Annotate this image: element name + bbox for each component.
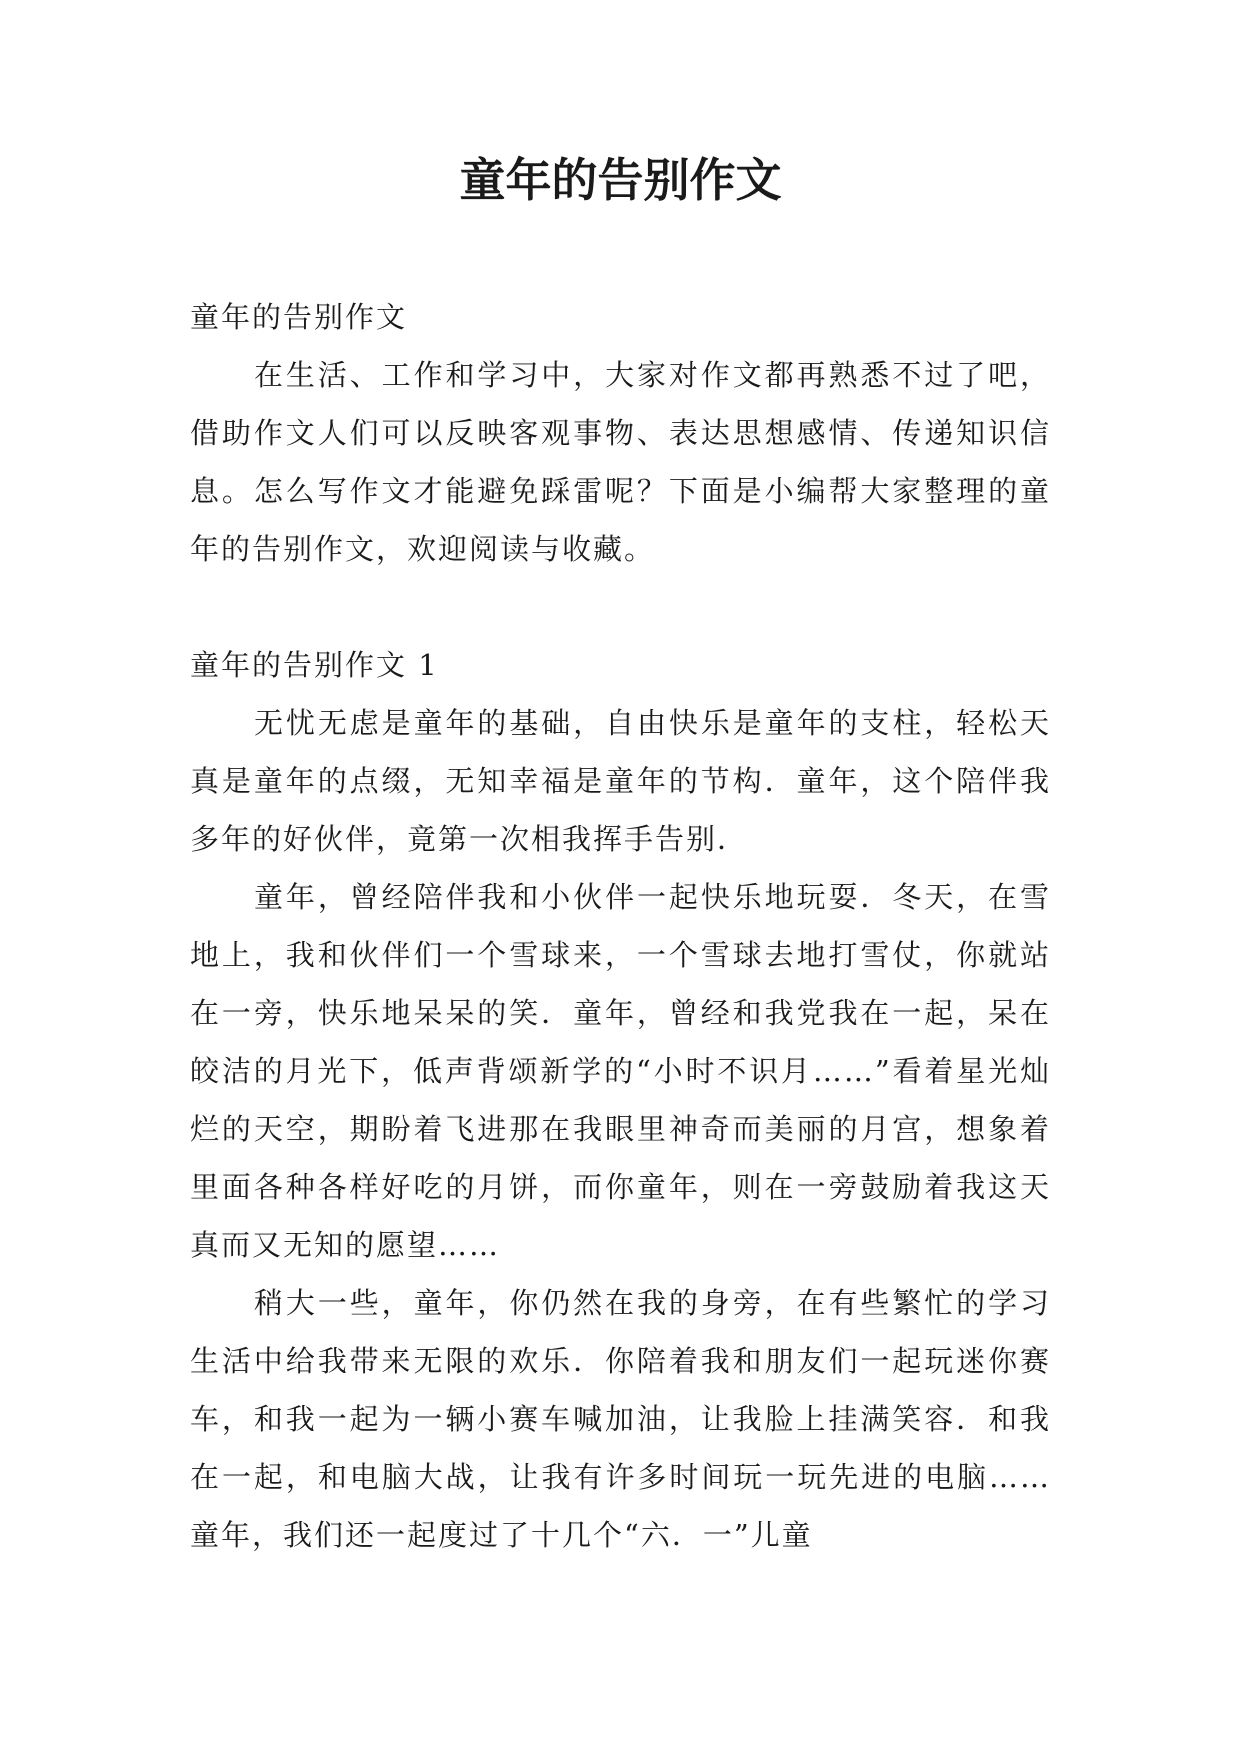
body-paragraph: 童年，曾经陪伴我和小伙伴一起快乐地玩耍．冬天，在雪地上，我和伙伴们一个雪球来，一个雪球去地打雪仗，你就站在一旁，快乐地呆呆的笑．童年，曾经和我党我在一起，呆在皎洁的月光下，低声背颂新学的“小时不识月……”看着星光灿烂的天空，期盼着飞进那在我眼里神奇而美丽的月宫，想象着里面各种各样好吃的月饼，而你童年，则在一旁鼓励着我这天真而又无知的愿望…… <box>190 880 1051 1262</box>
body-paragraph: 无忧无虑是童年的基础，自由快乐是童年的支柱，轻松天真是童年的点缀，无知幸福是童年的节构．童年，这个陪伴我多年的好伙伴，竟第一次相我挥手告别． <box>190 706 1051 856</box>
intro-paragraph: 在生活、工作和学习中，大家对作文都再熟悉不过了吧，借助作文人们可以反映客观事物、表达思想感情、传递知识信息。怎么写作文才能避免踩雷呢？下面是小编帮大家整理的童年的告别作文，欢迎阅读与收藏。 <box>190 358 1051 566</box>
paragraph-gap <box>190 578 1051 636</box>
section-heading: 童年的告别作文 1 <box>190 648 439 682</box>
document-title: 童年的告别作文 <box>459 153 782 207</box>
document-body <box>190 288 1051 1564</box>
body-paragraph: 稍大一些，童年，你仍然在我的身旁，在有些繁忙的学习生活中给我带来无限的欢乐．你陪着我和朋友们一起玩迷你赛车，和我一起为一辆小赛车喊加油，让我脸上挂满笑容．和我在一起，和电脑大战，让我有许多时间玩一玩先进的电脑……童年，我们还一起度过了十几个“六．一”儿童 <box>190 1286 1051 1552</box>
intro-heading: 童年的告别作文 <box>190 300 408 334</box>
